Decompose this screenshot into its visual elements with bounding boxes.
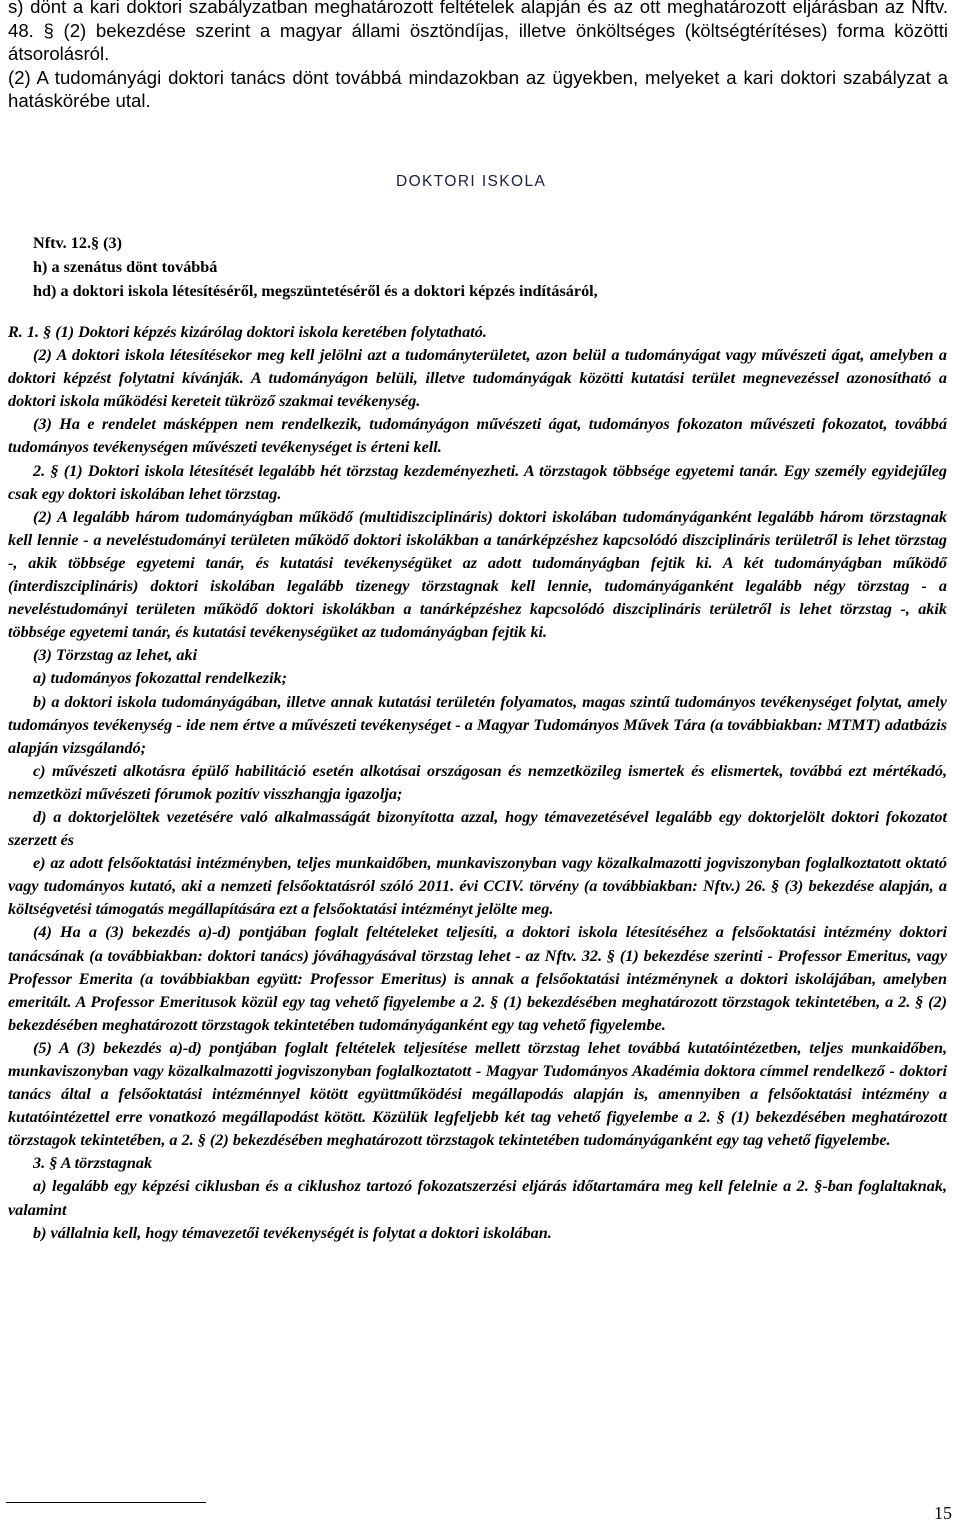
r2-point-a: a) tudományos fokozattal rendelkezik; [33,669,288,688]
paragraph-2: (2) A tudományági doktori tanács dönt továbbá mindazokban az ügyekben, melyeket a kari doktori szabályzat a hatáskörébe utal. [8,66,948,111]
r2-point-b: b) a doktori iskola tudományágában, illetve annak kutatási területén folyamatos, magas szintű tudományos tevékenységet folytat, amely tudományos tevékenység - ide nem értve a művészeti tevékenységet - a Magyar Tudományos Művek Tára (a továbbiakban: MTMT) adatbázis alapján vizsgálandó; [8,692,947,757]
intro-text [8,0,948,113]
nftv-line-hd: hd) a doktori iskola létesítéséről, megszüntetéséről és a doktori képzés indításáról, [33,282,598,300]
r3-point-b: b) vállalnia kell, hogy témavezetői tevékenységét is folytat a doktori iskolában. [33,1223,552,1242]
r2-point-e: e) az adott felsőoktatási intézményben, teljes munkaidőben, munkaviszonyban vagy közalkalmazotti jogviszonyban foglalkoztatott oktató vagy tudományos kutató, aki a nemzeti felsőoktatásról szóló 2011. évi CCIV. törvény (a továbbiakban: Nftv.) 26. § (3) bekezdése alapján, a költségvetési támogatás megállapítására ezt a felsőoktatási intézményt jelölte meg. [8,854,947,919]
r2-paragraph-1: 2. § (1) Doktori iskola létesítését legalább hét törzstag kezdeményezheti. A törzstagok többsége egyetemi tanár. Egy személy egyidejűleg csak egy doktori iskolában lehet törzstag. [8,461,947,503]
paragraph-s-point: s) dönt a kari doktori szabályzatban meghatározott feltételek alapján és az ott meghatározott eljárásban az Nftv. 48. § (2) bekezdése szerint a magyar állami ösztöndíjas, illetve önköltséges (költségtérítéses) forma közötti átsorolásról. [8,0,948,64]
nftv-quote [33,231,933,303]
r2-point-c: c) művészeti alkotásra épülő habilitáció esetén alkotásai országosan és nemzetközileg ismertek és elismertek, továbbá ezt mértékadó, nemzetközi művészeti fórumok pozitív visszhangja igazolja; [8,761,947,803]
r2-paragraph-3: (3) Törzstag az lehet, aki [33,646,198,665]
r1-paragraph-1: R. 1. § (1) Doktori képzés kizárólag doktori iskola keretében folytatható. [8,323,487,341]
nftv-line-h: h) a szenátus dönt továbbá [33,258,218,276]
r2-point-d: d) a doktorjelöltek vezetésére való alkalmasságát bizonyította azzal, hogy témavezetésével legalább egy doktorjelölt doktori fokozatot szerzett és [8,807,947,850]
footer-divider [6,1502,206,1503]
nftv-reference: Nftv. 12.§ (3) [33,234,123,252]
regulation-text [8,321,947,1245]
r2-paragraph-4: (4) Ha a (3) bekezdés a)-d) pontjában foglalt feltételeket teljesíti, a doktori iskola létesítéséhez a felsőoktatási intézmény doktori tanácsának (a továbbiakban: doktori tanács) jóváhagyásával törzstag lehet - az Nftv. 32. § (1) bekezdése szerinti - Professor Emeritus, vagy Professor Emerita (a továbbiakban együtt: Professor Emeritus) is annak a felsőoktatási intézménynek a doktori iskolájában, amelyben emeritált. A Professor Emeritusok közül egy tag vehető figyelembe a 2. § (1) bekezdésében meghatározott törzstagok tekintetében, a 2. § (2) bekezdésében meghatározott törzstagok tekintetében tudományáganként egy tag vehető figyelembe. [8,923,947,1034]
page-number: 15 [934,1503,952,1523]
r1-paragraph-3: (3) Ha e rendelet másképpen nem rendelkezik, tudományágon művészeti ágat, tudományos fokozaton művészeti fokozatot, továbbá tudományos tevékenységen művészeti tevékenységet is érteni kell. [8,415,947,457]
r3-heading: 3. § A törzstagnak [33,1154,153,1173]
r2-paragraph-2: (2) A legalább három tudományágban működő (multidiszciplináris) doktori iskolában tudományáganként legalább három törzstagnak kell lennie - a neveléstudományi területen működő doktori iskolákban a tanárképzéshez kapcsolódó diszciplináris területről is lehet törzstag -, akik többsége egyetemi tanár, és kutatási tevékenységüket az adott tudományágban fejtik ki. A két tudományágban működő (interdiszciplináris) doktori iskolában legalább tizenegy törzstagnak kell lennie, tudományáganként legalább négy törzstag - a neveléstudományi területen működő doktori iskolákban a tanárképzéshez kapcsolódó diszciplináris területről is lehet törzstag -, akik többsége egyetemi tanár, és kutatási tevékenységüket az tudományágban fejtik ki. [8,507,947,642]
section-heading: DOKTORI ISKOLA [396,173,547,190]
r1-paragraph-2: (2) A doktori iskola létesítésekor meg kell jelölni azt a tudományterületet, azon belül a tudományágat vagy művészeti ágat, amelyben a doktori képzést folytatni kívánják. A tudományágon belüli, illetve tudományágak közötti kutatási terület megnevezéssel azonosítható a doktori iskola működési kereteit tükröző szakmai tevékenység. [8,346,947,411]
r2-paragraph-5: (5) A (3) bekezdés a)-d) pontjában foglalt feltételek teljesítése mellett törzstag lehet továbbá kutatóintézetben, teljes munkaidőben, munkaviszonyban vagy közalkalmazotti jogviszonyban foglalkoztatott - Magyar Tudományos Akadémia doktora címmel rendelkező - doktori tanács által a felsőoktatási intézménnyel kötött együttműködési megállapodás alapján is, amennyiben a felsőoktatási intézmény a kutatóintézettel erre vonatkozó megállapodást kötött. Közülük legfeljebb két tag vehető figyelembe a 2. § (1) bekezdésében meghatározott törzstagok tekintetében, a 2. § (2) bekezdésében meghatározott törzstagok tekintetében tudományáganként egy tag vehető figyelembe. [8,1038,947,1150]
r3-point-a: a) legalább egy képzési ciklusban és a ciklushoz tartozó fokozatszerzési eljárás időtartamára meg kell felelnie a 2. §-ban foglaltaknak, valamint [8,1177,947,1219]
